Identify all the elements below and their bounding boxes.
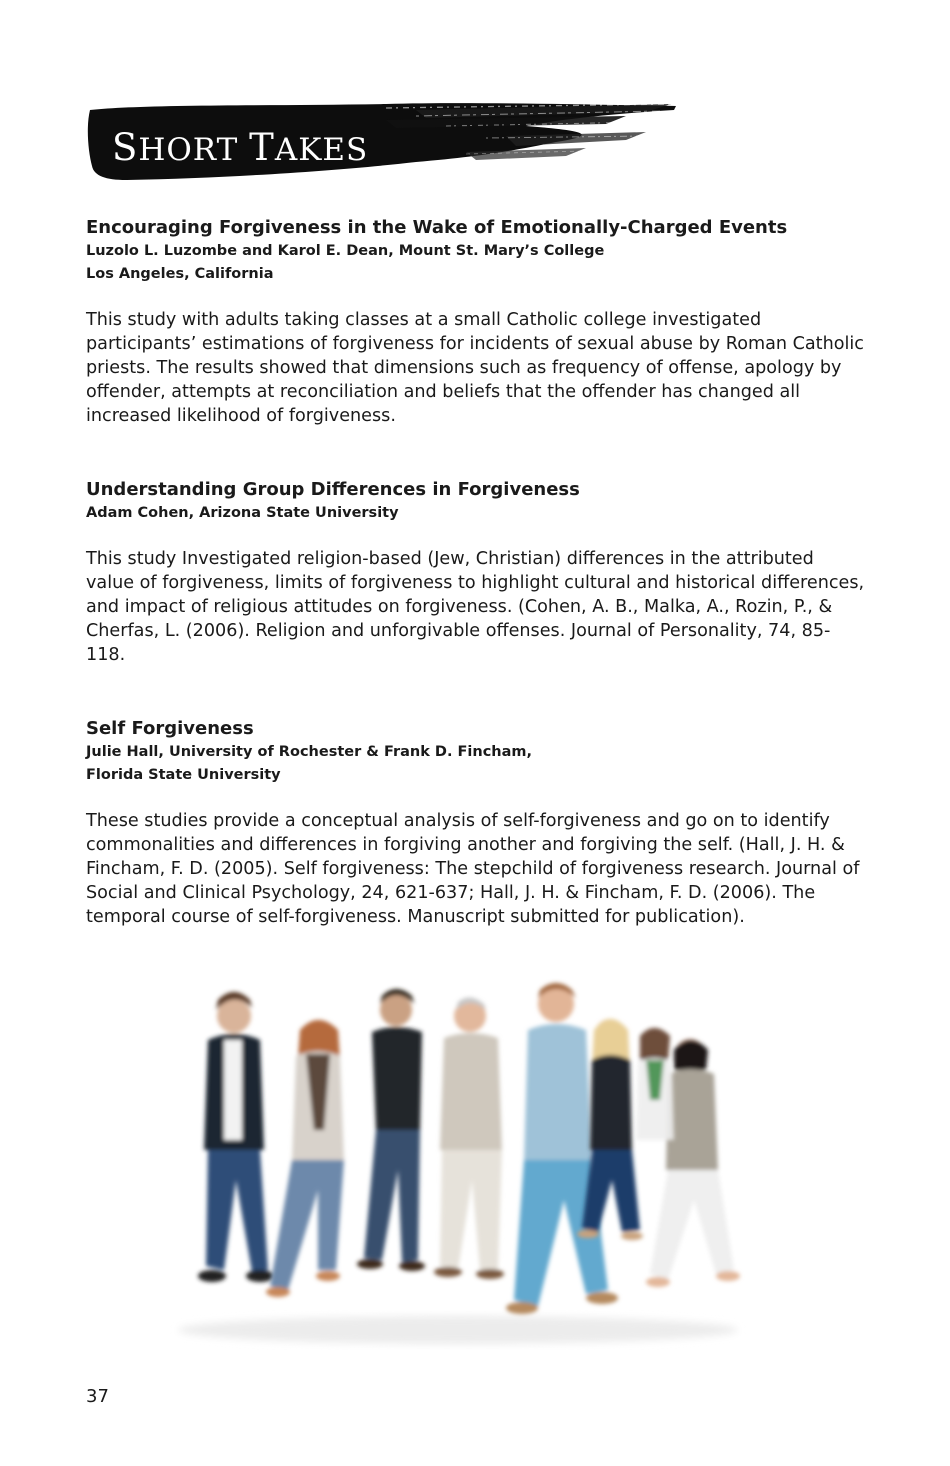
banner-word-short: HORT (138, 132, 239, 168)
article-affiliation: Florida State University (86, 767, 281, 783)
article-title: Encouraging Forgiveness in the Wake of Emotionally-Charged Events (86, 217, 788, 238)
article-authors: Julie Hall, University of Rochester & Frank D. Fincham, (86, 744, 533, 760)
banner-initial-t: T (249, 126, 275, 169)
people-walking-photo (168, 970, 750, 1360)
article-affiliation: Los Angeles, California (86, 266, 274, 282)
article-body: This study Investigated religion-based (Jew, Christian) differences in the attributed value of forgiveness, limits of forgiveness to highlight cultural and historical differences, and impact of religious attitudes on forgiveness. (Cohen, A. B., Malka, A., Rozin, P., & Cherfas, L. (2006). Religion and unforgivable offenses. Journal of Personality, 74, 85-118. (86, 549, 865, 665)
article-encouraging-forgiveness (86, 216, 866, 428)
article-body: This study with adults taking classes at a small Catholic college investigated participants’ estimations of forgiveness for incidents of sexual abuse by Roman Catholic priests. The results showed that dimensions such as frequency of offense, apology by offender, attempts at reconciliation and beliefs that the offender has changed all increased likelihood of forgiveness. (86, 310, 864, 426)
banner-word-takes: AKES (274, 132, 369, 168)
article-group-differences (86, 478, 866, 667)
article-title: Self Forgiveness (86, 718, 254, 739)
article-authors: Adam Cohen, Arizona State University (86, 505, 399, 521)
page-number: 37 (86, 1386, 109, 1407)
banner-initial-s: S (112, 126, 139, 169)
article-authors: Luzolo L. Luzombe and Karol E. Dean, Mount St. Mary’s College (86, 243, 605, 259)
section-banner (86, 96, 678, 188)
article-self-forgiveness (86, 717, 866, 929)
article-title: Understanding Group Differences in Forgiveness (86, 479, 580, 500)
banner-title (112, 126, 368, 169)
article-body: These studies provide a conceptual analysis of self-forgiveness and go on to identify commonalities and differences in forgiving another and forgiving the self. (Hall, J. H. & Fincham, F. D. (2005). Self forgiveness: The stepchild of forgiveness research. Journal of Social and Clinical Psychology, 24, 621-637; Hall, J. H. & Fincham, F. D. (2006). The temporal course of self-forgiveness. Manuscript submitted for publication). (86, 811, 860, 927)
